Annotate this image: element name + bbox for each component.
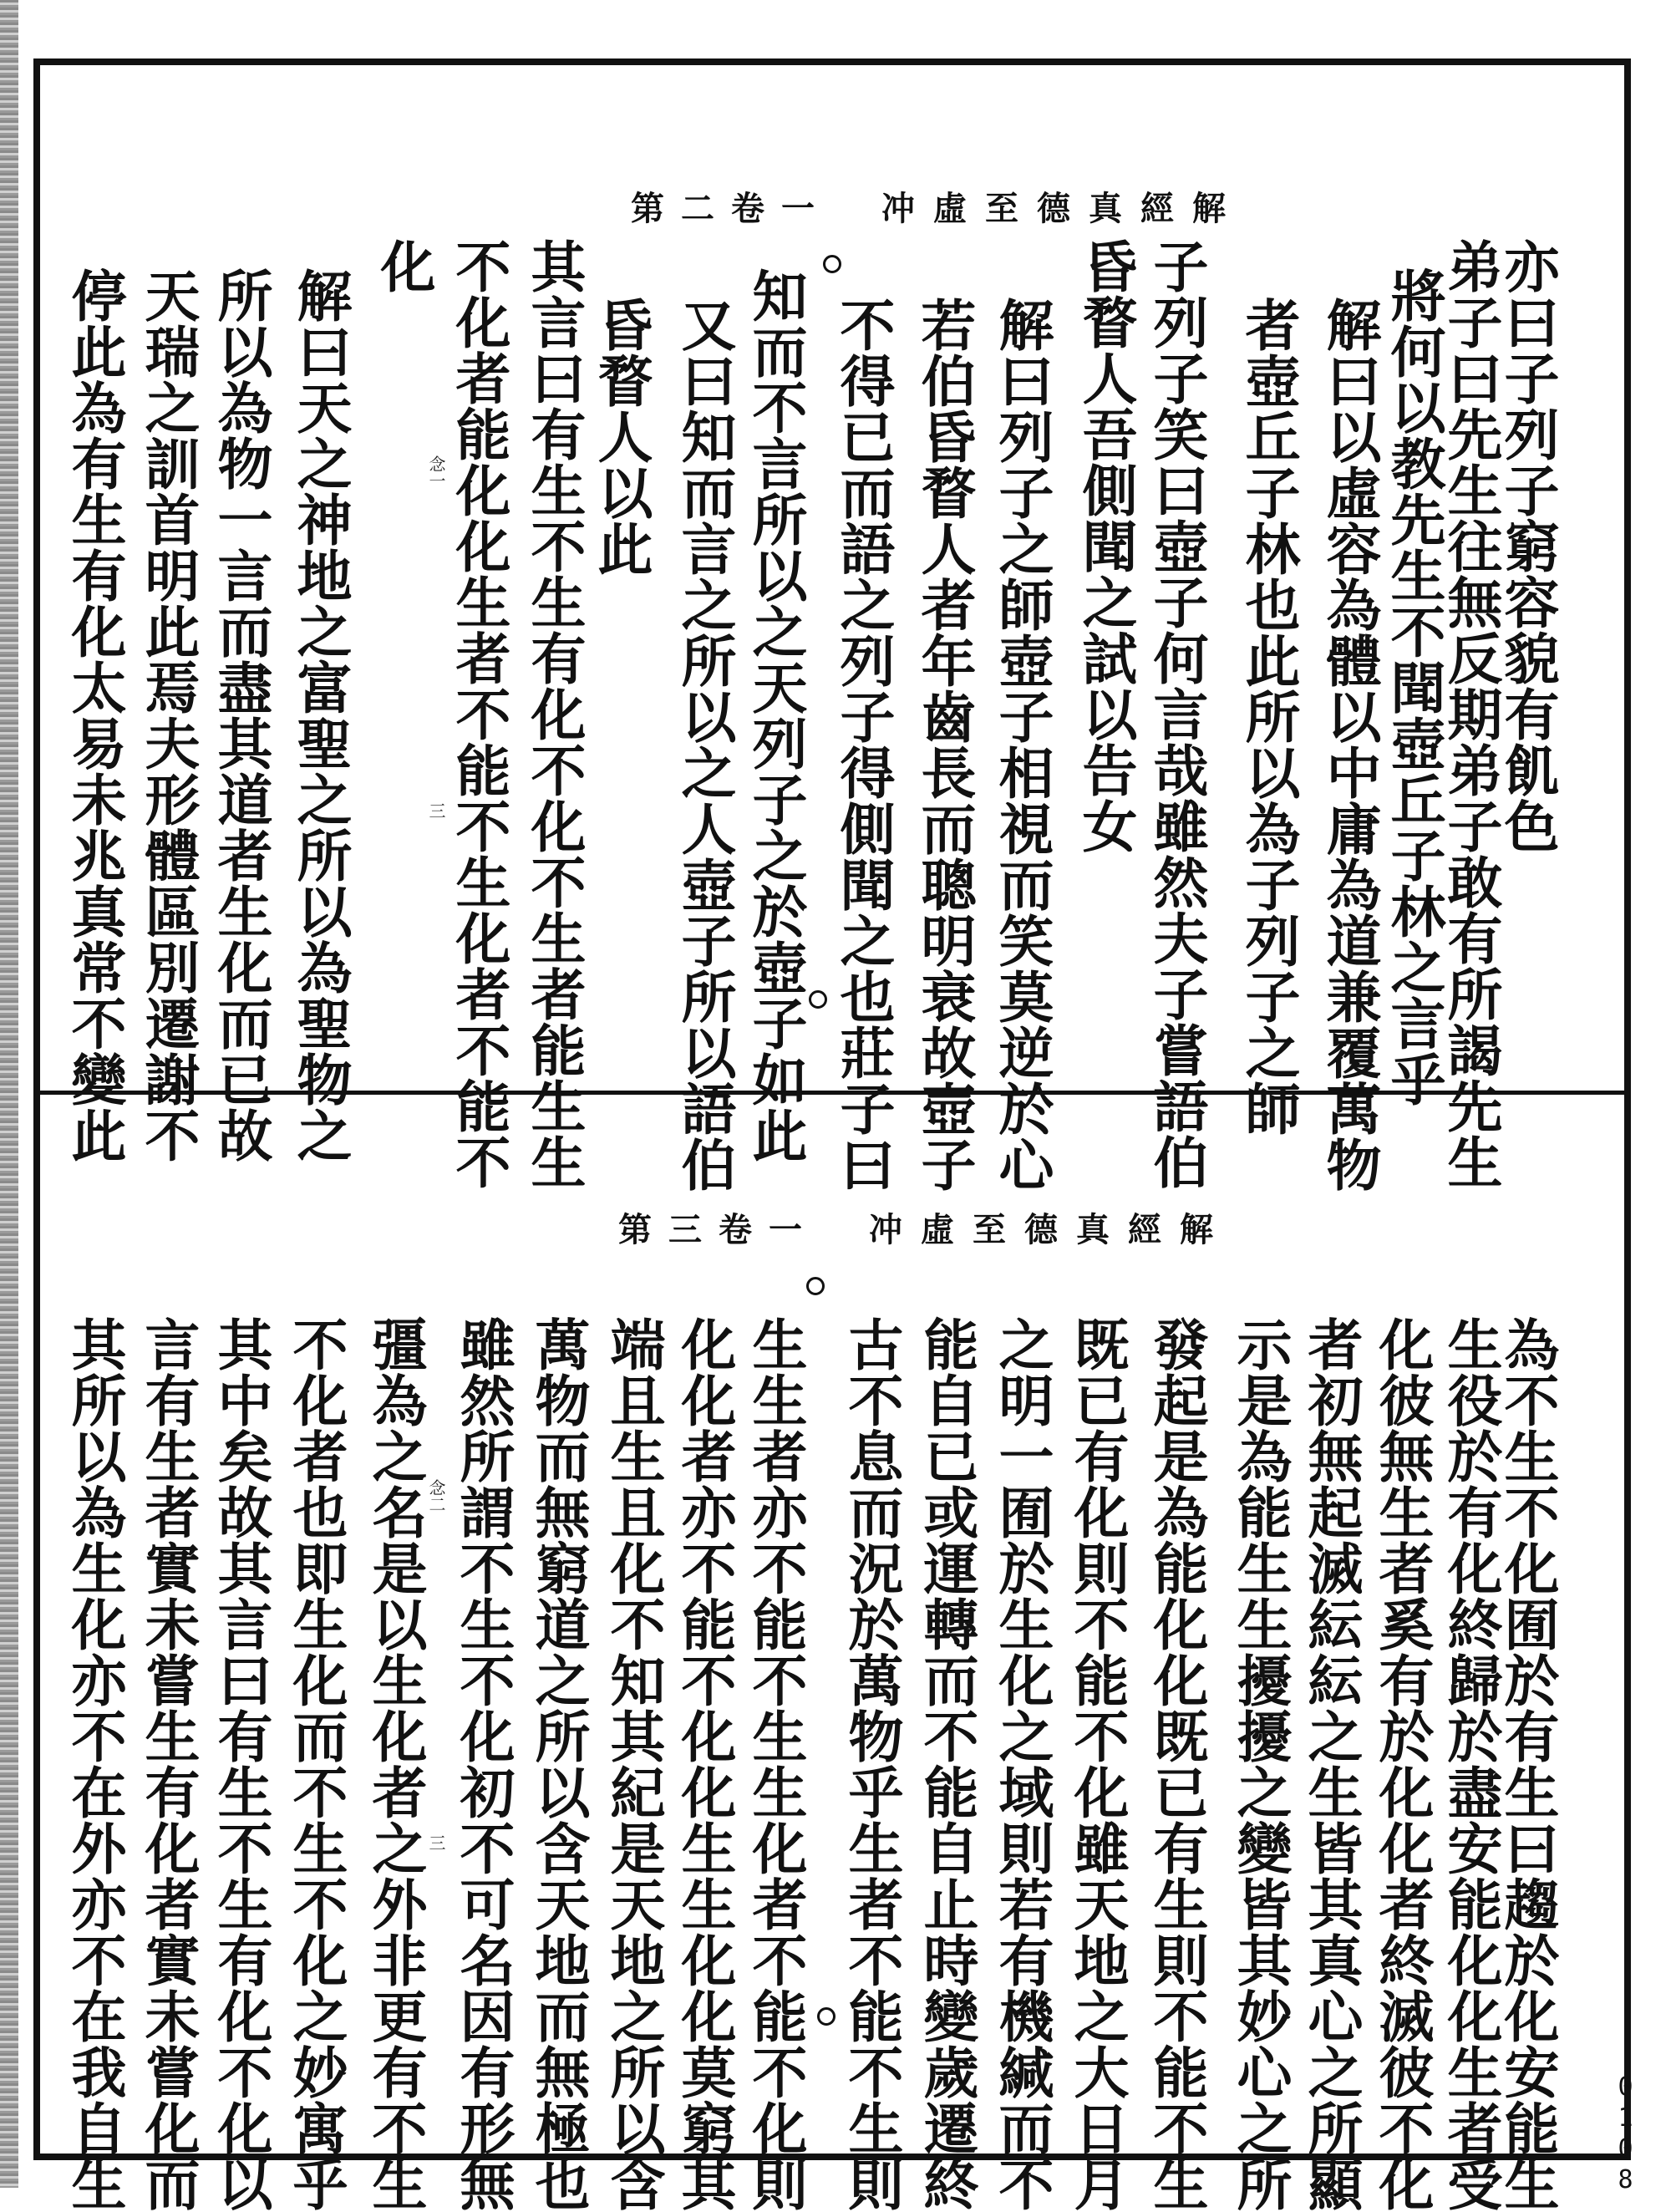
text-column: 亦曰子列子窮容貌有飢色 — [1495, 238, 1560, 854]
text-column: 雖然所謂不生不化初不可名因有形無 — [450, 1316, 516, 2212]
text-column: 所以為物一言而盡其道者生化而已故 — [208, 267, 273, 1163]
margin-mark: 念一 — [426, 455, 446, 489]
text-column: 其所以為生化亦不在外亦不在我自生 — [62, 1316, 127, 2212]
text-column: 之明一囿於生化之域則若有機緘而不 — [989, 1316, 1054, 2212]
margin-mark: 三 — [426, 802, 446, 819]
circle-mark — [823, 255, 841, 273]
text-column: 弟子曰先生往無反期弟子敢有所謁先生 — [1438, 238, 1503, 1190]
text-column: 生役於有化終歸於盡安能化化生者受 — [1438, 1316, 1503, 2212]
text-column: 解曰以虛容為體以中庸為道兼覆萬物 — [1317, 297, 1382, 1192]
header-title: 冲虛至德真經解 — [881, 189, 1244, 228]
header-volume: 卷一 — [731, 189, 831, 228]
text-column: 昏瞀人以此 — [588, 297, 653, 577]
text-column: 其言曰有生不生有化不化不生者能生生 — [521, 238, 587, 1190]
text-column: 端且生且化不知其紀是天地之所以含 — [601, 1316, 666, 2212]
text-column: 子列子笑曰壺子何言哉雖然夫子嘗語伯 — [1144, 238, 1209, 1190]
text-column: 化化者亦不能不化化生生化化莫窮其 — [672, 1316, 737, 2212]
text-column: 將何以教先生不聞壺丘子林之言乎 — [1381, 267, 1446, 1107]
text-column: 其中矣故其言曰有生不生有化不化以 — [208, 1316, 273, 2212]
text-column: 昏瞀人吾側聞之試以告女 — [1073, 238, 1138, 854]
text-column: 萬物而無窮道之所以含天地而無極也 — [526, 1316, 591, 2212]
text-column: 不化者能化化生者不能不生化者不能不 — [446, 238, 511, 1190]
text-column: 言有生者實未嘗生有化者實未嘗化而 — [135, 1316, 201, 2212]
header-page: 第二 — [631, 189, 731, 228]
page-header-top — [631, 182, 1244, 230]
text-column: 不化者也即生化而不生不化之妙寓乎 — [283, 1316, 348, 2212]
text-column: 發起是為能化化既已有生則不能不生 — [1144, 1316, 1209, 2212]
text-column: 者壺丘子林也此所以為子列子之師 — [1236, 297, 1301, 1137]
text-column: 不得已而語之列子得側聞之也莊子曰 — [830, 297, 896, 1192]
circle-mark — [817, 2007, 836, 2026]
header-page: 第三 — [618, 1210, 719, 1249]
text-column: 生生者亦不能不生生化者不能不化則 — [743, 1316, 808, 2212]
header-title: 冲虛至德真經解 — [869, 1210, 1232, 1249]
text-column: 為不生不化囿於有生曰趨於化安能生 — [1495, 1316, 1560, 2212]
text-column: 解曰列子之師壺子相視而笑莫逆於心 — [989, 297, 1054, 1192]
header-volume: 卷一 — [719, 1210, 819, 1249]
text-column: 停此為有生有化太易未兆真常不變此 — [62, 267, 127, 1163]
text-column: 既已有化則不能不化雖天地之大日月 — [1064, 1316, 1130, 2212]
sheet-number: 0108 — [1611, 2072, 1640, 2196]
text-column: 又曰知而言之所以之人壺子所以語伯 — [672, 297, 737, 1192]
margin-mark: 念二 — [426, 1479, 446, 1513]
text-column: 若伯昏瞀人者年齒長而聰明衰故壺子 — [912, 297, 977, 1192]
circle-mark — [806, 1277, 825, 1295]
text-column: 彊為之名是以生化者之外非更有不生 — [363, 1316, 428, 2212]
text-column: 解曰天之神地之富聖之所以為聖物之 — [287, 267, 353, 1163]
text-column: 天瑞之訓首明此焉夫形體區別遷謝不 — [135, 267, 201, 1163]
text-column: 示是為能生生擾擾之變皆其妙心之所 — [1227, 1316, 1293, 2212]
circle-mark — [809, 990, 827, 1009]
scan-edge — [0, 0, 18, 2188]
text-column: 知而不言所以之天列子之於壺子如此 — [743, 267, 808, 1163]
text-column: 古不息而況於萬物乎生者不能不生則 — [839, 1316, 904, 2212]
text-column: 者初無起滅紜紜之生皆其真心之所顯 — [1298, 1316, 1364, 2212]
text-column: 化 — [371, 238, 436, 294]
text-column: 能自已或運轉而不能自止時變歲遷終 — [914, 1316, 979, 2212]
text-column: 化彼無生者奚有於化化者終滅彼不化 — [1369, 1316, 1435, 2212]
page-header-bottom — [618, 1203, 1232, 1251]
margin-mark: 三 — [426, 1834, 446, 1851]
